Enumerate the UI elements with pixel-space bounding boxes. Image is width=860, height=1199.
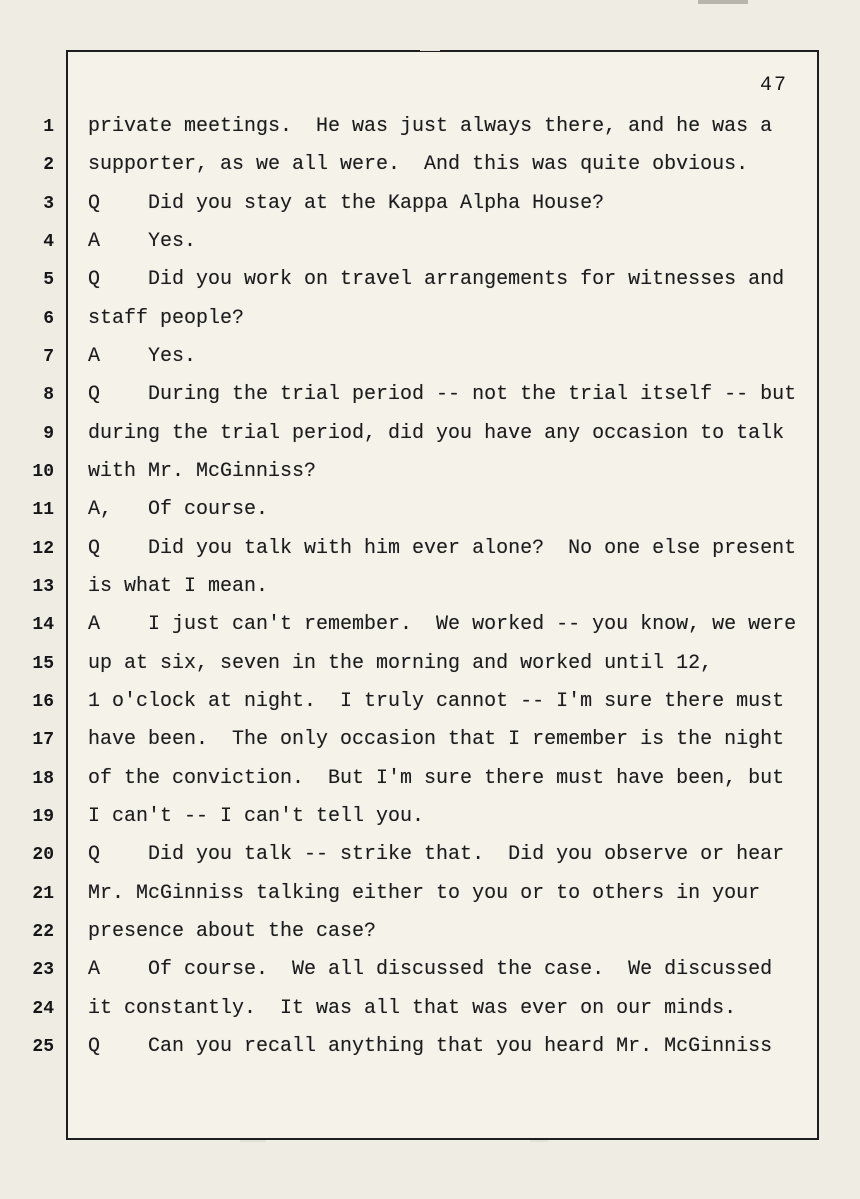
transcript-line: staff people? bbox=[88, 306, 245, 330]
transcript-line: presence about the case? bbox=[88, 919, 377, 943]
transcript-line: Q Did you talk with him ever alone? No one else present bbox=[88, 536, 797, 560]
transcript-line: Q Did you stay at the Kappa Alpha House? bbox=[88, 191, 605, 215]
page-number: 47 bbox=[760, 74, 789, 97]
line-number: 7 bbox=[43, 346, 54, 367]
transcript-line: with Mr. McGinniss? bbox=[88, 459, 317, 483]
line-number: 12 bbox=[32, 538, 54, 559]
line-number: 22 bbox=[32, 921, 54, 942]
transcript-line: Mr. McGinniss talking either to you or to others in your bbox=[88, 881, 761, 905]
transcript-line: I can't -- I can't tell you. bbox=[88, 804, 425, 828]
transcript-line: have been. The only occasion that I remember is the night bbox=[88, 728, 785, 752]
transcript-line: A Of course. We all discussed the case. We discussed bbox=[88, 958, 773, 982]
border-break bbox=[530, 1140, 548, 1142]
transcript-text-column bbox=[68, 108, 816, 1066]
scan-artifact bbox=[698, 0, 748, 4]
line-number: 25 bbox=[32, 1036, 54, 1057]
transcript-line: Q Can you recall anything that you heard Mr. McGinniss bbox=[88, 1034, 773, 1058]
line-number: 13 bbox=[32, 576, 54, 597]
transcript-line: Q During the trial period -- not the trial itself -- but bbox=[88, 383, 797, 407]
transcript-line: A Yes. bbox=[88, 344, 197, 368]
border-break bbox=[240, 1140, 266, 1142]
line-number: 4 bbox=[43, 231, 54, 252]
line-number: 9 bbox=[43, 423, 54, 444]
line-number: 14 bbox=[32, 615, 54, 636]
transcript-line: 1 o'clock at night. I truly cannot -- I'm sure there must bbox=[88, 689, 785, 713]
transcript-line: A, Of course. bbox=[88, 498, 269, 522]
border-break bbox=[420, 50, 440, 51]
line-number: 21 bbox=[32, 883, 54, 904]
line-number: 1 bbox=[43, 117, 54, 137]
transcript-line: Q Did you work on travel arrangements for witnesses and bbox=[88, 268, 785, 292]
line-number: 5 bbox=[43, 270, 54, 291]
transcript-line: A Yes. bbox=[88, 229, 197, 253]
line-number: 8 bbox=[43, 385, 54, 406]
transcript-line: Q Did you talk -- strike that. Did you observe or hear bbox=[88, 843, 785, 867]
line-number: 20 bbox=[32, 845, 54, 866]
transcript-line: it constantly. It was all that was ever on our minds. bbox=[88, 996, 737, 1020]
line-number: 11 bbox=[32, 500, 54, 521]
line-number: 10 bbox=[32, 461, 54, 482]
transcript-line: of the conviction. But I'm sure there must have been, but bbox=[88, 766, 785, 790]
line-number: 3 bbox=[43, 193, 54, 214]
transcript-line: A I just can't remember. We worked -- you know, we were bbox=[88, 613, 797, 637]
line-number: 19 bbox=[32, 806, 54, 827]
transcript-line: during the trial period, did you have any occasion to talk bbox=[88, 421, 785, 445]
transcript-line: supporter, as we all were. And this was quite obvious. bbox=[88, 153, 749, 177]
transcript-line: private meetings. He was just always there, and he was a bbox=[88, 115, 773, 138]
line-number: 16 bbox=[32, 691, 54, 712]
transcript-line: is what I mean. bbox=[88, 574, 269, 598]
line-number: 18 bbox=[32, 768, 54, 789]
line-number: 15 bbox=[32, 653, 54, 674]
line-number: 24 bbox=[32, 998, 54, 1019]
line-number: 2 bbox=[43, 155, 54, 176]
line-number: 23 bbox=[32, 960, 54, 981]
line-number: 17 bbox=[32, 730, 54, 751]
line-number: 6 bbox=[43, 308, 54, 329]
transcript-line: up at six, seven in the morning and worked until 12, bbox=[88, 651, 713, 675]
line-number-column bbox=[0, 108, 56, 1066]
